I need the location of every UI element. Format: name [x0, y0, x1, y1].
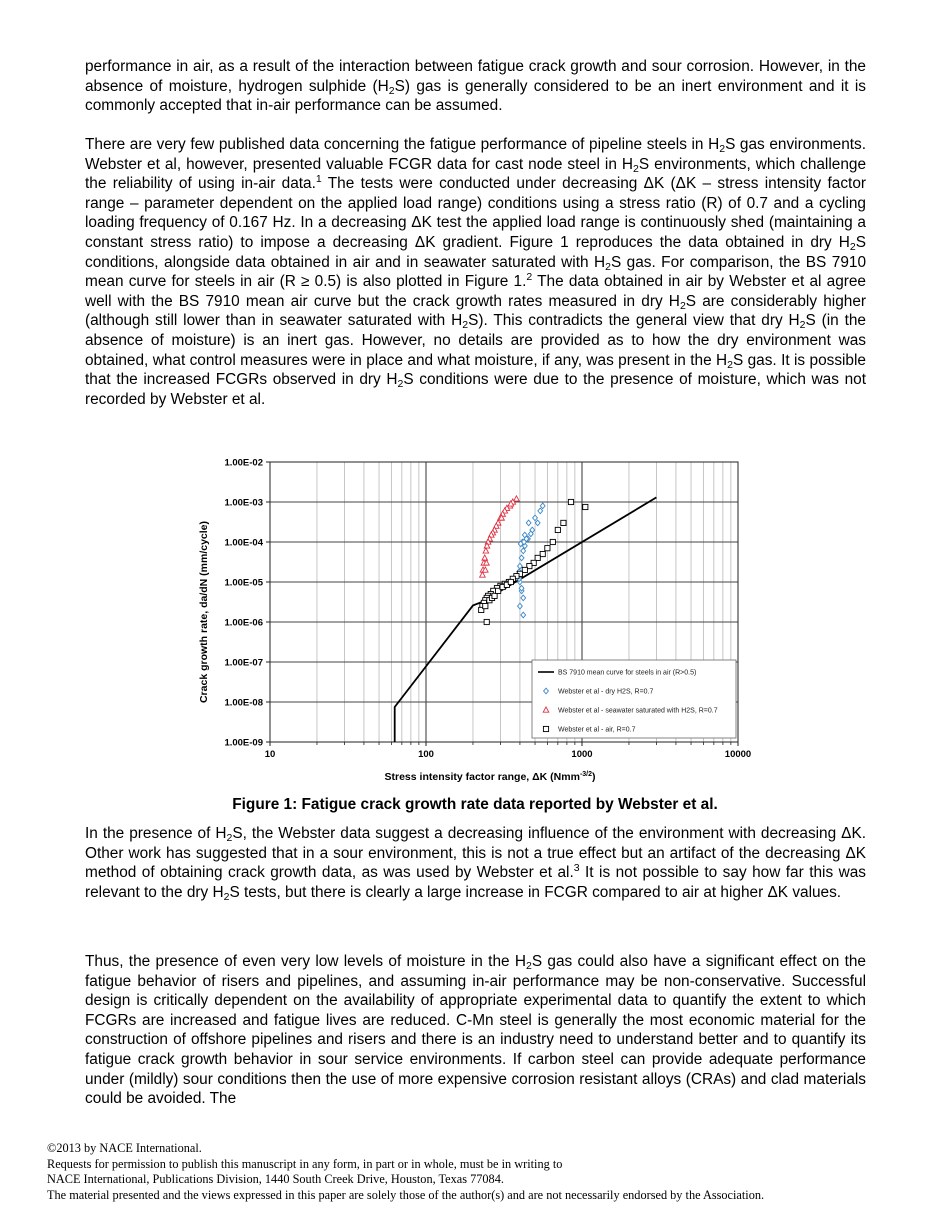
subscript: 2	[526, 960, 532, 972]
text-segment: performance in air, as a result of the interaction between fatigue crack growth and sour corrosion. However, in the absence of moisture, hydrogen sulphide (H	[85, 58, 866, 95]
x-tick-label: 10	[264, 749, 276, 760]
reference-marker: 1	[315, 173, 322, 186]
subscript: 2	[719, 143, 726, 155]
text-segment: S tests, but there is clearly a large increase in FCGR compared to air at higher ΔK values.	[229, 883, 842, 901]
text-segment: In the presence of H	[85, 825, 227, 842]
text-segment: S gas environments. Webster et al, however, presented valuable FCGR data for cast node steel in H	[85, 136, 867, 173]
text-segment: S gas. For comparison, the BS 7910 mean curve for steels in air (R ≥ 0.5) is also plotted in Figure 1.	[85, 253, 866, 291]
data-point-triangle	[480, 572, 486, 577]
x-tick-label: 100	[418, 749, 434, 760]
paragraph-2	[85, 135, 866, 409]
data-point-square	[483, 603, 488, 608]
subscript: 2	[605, 260, 611, 273]
footer-line: Requests for permission to publish this manuscript in any form, in part or in whole, must be in writing to	[47, 1156, 563, 1171]
subscript: 2	[223, 890, 230, 903]
text-segment: S conditions, alongside data obtained in air and in seawater saturated with H	[85, 233, 866, 271]
y-tick-label: 1.00E-08	[224, 697, 263, 709]
y-tick-label: 1.00E-02	[224, 457, 263, 469]
data-point-square	[545, 546, 550, 551]
text-segment: S, the Webster data suggest a decreasing influence of the environment with decreasing ΔK. Other work has suggested that in a sour environment, this is not a true effect but an artifact of the decreasing ΔK method of obtaining crack growth data, as was used by Webster et al.	[85, 825, 866, 882]
data-point-triangle	[483, 548, 489, 553]
data-point-diamond	[518, 603, 523, 609]
subscript: 2	[633, 162, 639, 175]
data-point-diamond	[540, 503, 545, 509]
data-point-square	[540, 551, 545, 556]
data-point-square	[568, 499, 573, 504]
text-segment: S gas. It is possible that the increased FCGRs observed in dry H	[85, 351, 866, 389]
copyright-footer	[47, 1141, 927, 1203]
data-point-square	[555, 527, 560, 532]
data-point-diamond	[526, 520, 531, 526]
text-segment: S environments, which challenge the reliability of using in-air data.	[85, 155, 867, 193]
x-axis-title-superscript: -3/2	[579, 771, 592, 778]
text-segment: S). This contradicts the general view that dry H	[468, 312, 800, 330]
data-point-triangle	[482, 555, 488, 560]
legend-entry-label: Webster et al - dry H2S, R=0.7	[558, 688, 654, 696]
footer-line: ©2013 by NACE International.	[47, 1141, 202, 1155]
figure-1-chart	[190, 450, 770, 790]
data-point-diamond	[533, 515, 538, 521]
data-point-diamond	[518, 563, 523, 569]
subscript: 2	[727, 358, 733, 371]
reference-marker: 3	[573, 862, 580, 875]
x-tick-label: 10000	[724, 749, 752, 760]
text-segment: S) gas is generally considered to be an inert environment and it is commonly accepted that in-air performance can be assumed.	[85, 77, 866, 115]
subscript: 2	[849, 240, 856, 253]
x-axis-title	[385, 771, 596, 783]
subscript: 2	[388, 84, 395, 97]
paragraph-4	[85, 952, 866, 1109]
text-segment: S (in the absence of moisture) is an inert gas. However, no details are provided as to how the dry environment was obtained, what control measures were in place and what moisture, if any, was present in the H	[85, 312, 866, 369]
subscript: 2	[462, 319, 469, 332]
data-point-square	[492, 593, 497, 598]
y-tick-label: 1.00E-07	[224, 657, 263, 669]
data-point-square	[561, 520, 566, 525]
text-segment: S are considerably higher (although still lower than in seawater saturated with H	[85, 292, 866, 330]
subscript: 2	[397, 378, 404, 391]
data-point-diamond	[521, 612, 526, 618]
text-segment: S gas could also have a significant effect on the fatigue behavior of risers and pipelines, and assuming in-air performance may be non-conservative. Successful design is critically dependent on the availability of appropriate experimental data to quantify the extent to which FCGRs are increased and fatigue lives are reduced. C-Mn steel is generally the most economic material for the construction of offshore pipelines and risers and there is an industry need to understand better and to quantify its fatigue crack growth behavior in sour service environments. If carbon steel can provide adequate performance under (mildly) sour conditions then the use of more expensive corrosion resistant alloys (CRAs) and clad materials could be avoided. The	[85, 953, 866, 1108]
data-point-square	[484, 619, 489, 624]
legend-marker-swatch	[543, 726, 548, 731]
data-point-square	[583, 504, 588, 509]
data-point-square	[508, 579, 513, 584]
legend-entry-label: Webster et al - air, R=0.7	[558, 726, 636, 734]
text-segment: There are very few published data concerning the fatigue performance of pipeline steels in H	[85, 136, 720, 153]
subscript: 2	[679, 299, 686, 312]
text-segment: Thus, the presence of even very low levels of moisture in the H	[85, 953, 526, 970]
data-point-square	[522, 567, 527, 572]
x-axis-title-end: )	[592, 771, 596, 783]
y-tick-label: 1.00E-04	[224, 537, 263, 549]
subscript: 2	[226, 832, 233, 844]
legend-entry-label: BS 7910 mean curve for steels in air (R>0.5)	[558, 669, 697, 677]
text-segment: S conditions were due to the presence of moisture, which was not recorded by Webster et al.	[85, 371, 866, 408]
chart-legend	[532, 660, 736, 738]
x-tick-label: 1000	[571, 749, 593, 760]
text-segment: The data obtained in air by Webster et al agree well with the BS 7910 mean air curve but the crack growth rates measured in dry H	[85, 273, 866, 310]
data-point-square	[550, 539, 555, 544]
subscript: 2	[799, 319, 806, 332]
y-tick-label: 1.00E-06	[224, 617, 263, 629]
y-axis-title: Crack growth rate, da/dN (mm/cycle)	[198, 520, 210, 704]
x-axis-title-main: Stress intensity factor range, ΔK (Nmm	[384, 771, 580, 783]
data-point-triangle	[514, 496, 520, 501]
y-tick-label: 1.00E-05	[224, 577, 263, 589]
figure-caption: Figure 1: Fatigue crack growth rate data reported by Webster et al.	[232, 796, 718, 813]
legend-entry-label: Webster et al - seawater saturated with H2S, R=0.7	[558, 707, 718, 715]
footer-line: The material presented and the views expressed in this paper are solely those of the author(s) and are not necessarily endorsed by the Association.	[47, 1187, 765, 1202]
paragraph-1	[85, 57, 866, 116]
reference-marker: 2	[526, 271, 533, 284]
footer-line: NACE International, Publications Division, 1440 South Creek Drive, Houston, Texas 77084.	[47, 1172, 504, 1187]
y-tick-label: 1.00E-09	[224, 737, 263, 749]
text-segment: It is not possible to say how far this was relevant to the dry H	[85, 864, 866, 901]
data-point-diamond	[535, 520, 540, 526]
paragraph-3	[85, 824, 866, 902]
y-tick-label: 1.00E-03	[224, 497, 263, 509]
data-point-diamond	[521, 595, 526, 601]
data-point-diamond	[538, 508, 543, 514]
data-point-square	[535, 555, 540, 560]
text-segment: The tests were conducted under decreasing ΔK (ΔK – stress intensity factor range – parameter dependent on the applied load range) conditions using a stress ratio (R) of 0.7 and a cycling loading frequency of 0.167 Hz. In a decreasing ΔK test the applied load range is continuously shed (maintaining a constant stress ratio) to impose a decreasing ΔK gradient. Figure 1 reproduces the data obtained in dry H	[85, 175, 867, 251]
